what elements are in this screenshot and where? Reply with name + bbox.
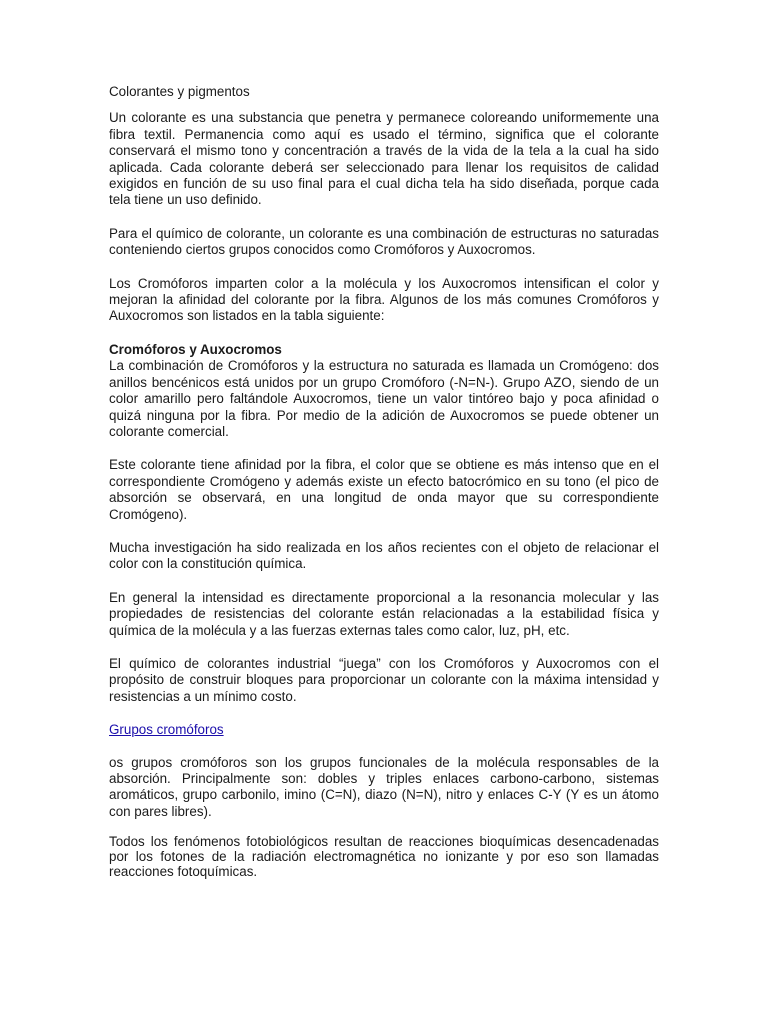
paragraph-chromophore-groups: os grupos cromóforos son los grupos funcionales de la molécula responsables de la absorción. Principalmente son: dobles y triples enlaces carbono-carbono, sistemas aromáticos, grupo carbonilo, imino (C=N), diazo (N=N), nitro y enlaces C-Y (Y es un átomo con pares libres).	[109, 754, 659, 819]
paragraph-affinity: Este colorante tiene afinidad por la fibra, el color que se obtiene es más intenso que en el correspondiente Cromógeno y además existe un efecto batocrómico en su tono (el pico de absorción se observará, en una longitud de onda mayor que su correspondiente Cromógeno).	[109, 457, 659, 522]
paragraph-definition: Un colorante es una substancia que penetra y permanece coloreando uniformemente una fibra textil. Permanencia como aquí es usado el término, significa que el colorante conservará el mismo tono y concentración a través de la vida de la tela a la cual ha sido aplicada. Cada colorante deberá ser seleccionado para llenar los requisitos de calidad exigidos en función de su uso final para el cual dicha tela ha sido diseñada, porque cada tela tiene un uso definido.	[109, 110, 659, 208]
paragraph-chemist-view: Para el químico de colorante, un colorante es una combinación de estructuras no saturadas conteniendo ciertos grupos conocidos como Cromóforos y Auxocromos.	[109, 225, 659, 258]
paragraph-photochemical: Todos los fenómenos fotobiológicos resultan de reacciones bioquímicas desencadenadas por los fotones de la radiación electromagnética no ionizante y por eso son llamadas reacciones fotoquímicas.	[109, 834, 659, 880]
chromophore-groups-link[interactable]: Grupos cromóforos	[109, 722, 224, 738]
document-title: Colorantes y pigmentos	[109, 84, 250, 99]
paragraph-industrial-chemist: El químico de colorantes industrial “juega” con los Cromóforos y Auxocromos con el propósito de construir bloques para proporcionar un colorante con la máxima intensidad y resistencias a un mínimo costo.	[109, 655, 659, 704]
paragraph-intensity: En general la intensidad es directamente proporcional a la resonancia molecular y las propiedades de resistencias del colorante están relacionadas a la estabilidad física y química de la molécula y a las fuerzas externas tales como calor, luz, pH, etc.	[109, 589, 659, 638]
paragraph-research: Mucha investigación ha sido realizada en los años recientes con el objeto de relacionar el color con la constitución química.	[109, 539, 659, 572]
paragraph-chromophores-auxochromes: Los Cromóforos imparten color a la molécula y los Auxocromos intensifican el color y mejoran la afinidad del colorante por la fibra. Algunos de los más comunes Cromóforos y Auxocromos son listados en la tabla siguiente:	[109, 275, 659, 324]
paragraph-chromogen: La combinación de Cromóforos y la estructura no saturada es llamada un Cromógeno: dos anillos bencénicos está unidos por un grupo Cromóforo (-N=N-). Grupo AZO, siendo de un color amarillo pero faltándole Auxocromos, tiene un valor tintóreo bajo y poca afinidad o quizá ninguna por la fibra. Por medio de la adición de Auxocromos se puede obtener un colorante comercial.	[109, 358, 659, 439]
document-page	[109, 84, 659, 879]
section-heading: Cromóforos y Auxocromos	[109, 341, 282, 357]
